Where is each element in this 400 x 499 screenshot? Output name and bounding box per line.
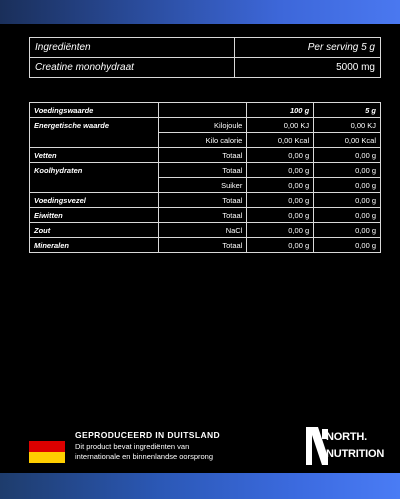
nutrition-row-energy-kj (30, 118, 381, 133)
flag-stripe-red (29, 441, 65, 452)
top-gradient-band (0, 0, 400, 24)
ingredient-name: Creatine monohydraat (30, 58, 235, 78)
nutrition-sub: Kilojoule (158, 118, 247, 133)
nutrition-header-5g: 5 g (314, 103, 381, 118)
nutrition-value-5g: 0,00 g (314, 223, 381, 238)
nutrition-sub: Totaal (158, 238, 247, 253)
nutrition-value-5g: 0,00 g (314, 238, 381, 253)
nutrition-value-5g: 0,00 g (314, 178, 381, 193)
nutrition-sub: Suiker (158, 178, 247, 193)
nutrition-label (30, 133, 159, 148)
nutrition-value-5g: 0,00 g (314, 193, 381, 208)
nutrition-label: Koolhydraten (30, 163, 159, 178)
nutrition-label (30, 178, 159, 193)
nutrition-value-100g: 0,00 Kcal (247, 133, 314, 148)
nutrition-row-energy-kcal (30, 133, 381, 148)
nutrition-value-5g: 0,00 g (314, 208, 381, 223)
ingredient-row (30, 58, 381, 78)
nutrition-row-fat (30, 148, 381, 163)
origin-line-2: internationale en binnenlandse oorsprong (75, 452, 214, 461)
nutrition-sub: Kilo calorie (158, 133, 247, 148)
nutrition-value-100g: 0,00 g (247, 208, 314, 223)
nutrition-value-100g: 0,00 g (247, 223, 314, 238)
origin-title: GEPRODUCEERD IN DUITSLAND (75, 430, 221, 440)
ingredient-amount: 5000 mg (235, 58, 381, 78)
ingredients-header-row (30, 38, 381, 58)
nutrition-header-label: Voedingswaarde (30, 103, 159, 118)
nutrition-value-100g: 0,00 g (247, 148, 314, 163)
nutrition-header-row (30, 103, 381, 118)
nutrition-label: Voedingsvezel (30, 193, 159, 208)
logo-text-north: NORTH. (326, 431, 367, 443)
nutrition-row-salt (30, 223, 381, 238)
nutrition-value-100g: 0,00 KJ (247, 118, 314, 133)
nutrition-value-5g: 0,00 g (314, 163, 381, 178)
nutrition-sub: Totaal (158, 163, 247, 178)
nutrition-label: Zout (30, 223, 159, 238)
nutrition-header-100g: 100 g (247, 103, 314, 118)
flag-stripe-gold (29, 452, 65, 463)
origin-description (75, 442, 275, 462)
nutrition-sub: Totaal (158, 193, 247, 208)
nutrition-row-protein (30, 208, 381, 223)
nutrition-value-100g: 0,00 g (247, 238, 314, 253)
nutrition-value-100g: 0,00 g (247, 178, 314, 193)
nutrition-row-minerals (30, 238, 381, 253)
flag-stripe-black (29, 430, 65, 441)
nutrition-label: Eiwitten (30, 208, 159, 223)
nutrition-sub: Totaal (158, 208, 247, 223)
origin-line-1: Dit product bevat ingrediënten van (75, 442, 190, 451)
nutrition-row-sugar (30, 178, 381, 193)
ingredients-table (29, 37, 381, 78)
nutrition-table (29, 102, 381, 253)
nutrition-value-100g: 0,00 g (247, 193, 314, 208)
nutrition-value-5g: 0,00 g (314, 148, 381, 163)
nutrition-label: Energetische waarde (30, 118, 159, 133)
logo-text-nutrition: NUTRITION (326, 448, 385, 460)
ingredients-header-label: Ingrediënten (30, 38, 235, 58)
ingredients-header-serving: Per serving 5 g (235, 38, 381, 58)
nutrition-sub: Totaal (158, 148, 247, 163)
nutrition-value-100g: 0,00 g (247, 163, 314, 178)
nutrition-header-sub (158, 103, 247, 118)
nutrition-row-carbs (30, 163, 381, 178)
nutrition-label: Vetten (30, 148, 159, 163)
bottom-gradient-band (0, 473, 400, 499)
nutrition-sub: NaCl (158, 223, 247, 238)
nutrition-row-fiber (30, 193, 381, 208)
germany-flag-icon (29, 430, 65, 463)
nutrition-label: Mineralen (30, 238, 159, 253)
nutrition-value-5g: 0,00 KJ (314, 118, 381, 133)
north-nutrition-logo (306, 427, 384, 465)
nutrition-value-5g: 0,00 Kcal (314, 133, 381, 148)
